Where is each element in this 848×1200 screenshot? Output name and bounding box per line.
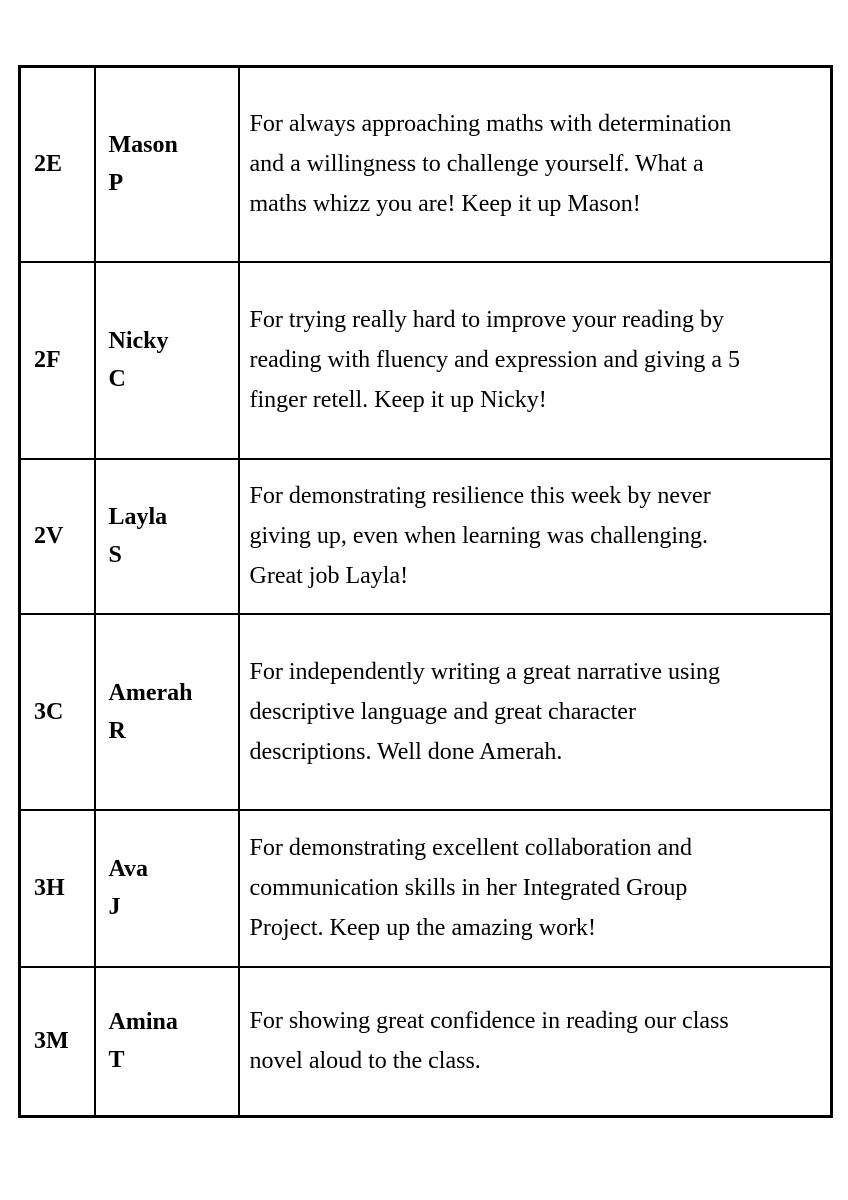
- award-description-cell: [239, 459, 832, 614]
- student-initial: J: [108, 894, 121, 920]
- table-row: [20, 459, 832, 614]
- student-first-name: Amerah: [108, 679, 193, 706]
- student-name-cell: [95, 459, 239, 614]
- table-row: [20, 614, 832, 810]
- student-name-cell: [95, 67, 239, 262]
- class-code: 2F: [34, 347, 61, 373]
- award-description-cell: [239, 614, 832, 810]
- award-description: For always approaching maths with determination and a willingness to challenge yourself. What a maths whizz you are! Keep it up Mason!: [249, 111, 732, 218]
- award-description-cell: [239, 67, 832, 262]
- award-description-cell: [239, 810, 832, 967]
- student-name-cell: [95, 967, 239, 1117]
- student-name-cell: [95, 262, 239, 459]
- student-initial: R: [108, 717, 126, 744]
- class-code-cell: [20, 810, 95, 967]
- class-code-cell: [20, 967, 95, 1117]
- award-description: For demonstrating excellent collaboration and communication skills in her Integrated Group Project. Keep up the amazing work!: [249, 835, 693, 941]
- class-code: 3C: [34, 698, 64, 725]
- table-row: [20, 967, 832, 1117]
- table-row: [20, 810, 832, 967]
- award-description: For trying really hard to improve your reading by reading with fluency and expression and giving a 5 finger retell. Keep it up Nicky!: [249, 307, 741, 413]
- class-code-cell: [20, 262, 95, 459]
- award-description-cell: [239, 967, 832, 1117]
- table-row: [20, 67, 832, 262]
- award-description: For independently writing a great narrative using descriptive language and great character descriptions. Well done Amerah.: [249, 658, 721, 765]
- class-code: 3H: [34, 875, 65, 901]
- student-first-name: Nicky: [108, 328, 169, 354]
- class-code-cell: [20, 459, 95, 614]
- student-initial: P: [108, 170, 124, 197]
- student-name-cell: [95, 614, 239, 810]
- award-description: For showing great confidence in reading our class novel aloud to the class.: [249, 1008, 729, 1075]
- award-description: For demonstrating resilience this week by never giving up, even when learning was challenging. Great job Layla!: [249, 483, 711, 589]
- student-name-cell: [95, 810, 239, 967]
- class-code: 2V: [34, 523, 64, 549]
- class-code: 3M: [34, 1028, 69, 1055]
- class-code-cell: [20, 614, 95, 810]
- student-initial: T: [108, 1047, 125, 1074]
- student-first-name: Ava: [108, 856, 149, 882]
- award-description-cell: [239, 262, 832, 459]
- awards-table: [18, 65, 833, 1118]
- student-first-name: Mason: [108, 132, 178, 159]
- class-code: 2E: [34, 151, 63, 178]
- student-first-name: Layla: [108, 504, 168, 530]
- student-initial: C: [108, 366, 126, 392]
- student-first-name: Amina: [108, 1009, 178, 1036]
- table-row: [20, 262, 832, 459]
- student-initial: S: [108, 542, 122, 568]
- class-code-cell: [20, 67, 95, 262]
